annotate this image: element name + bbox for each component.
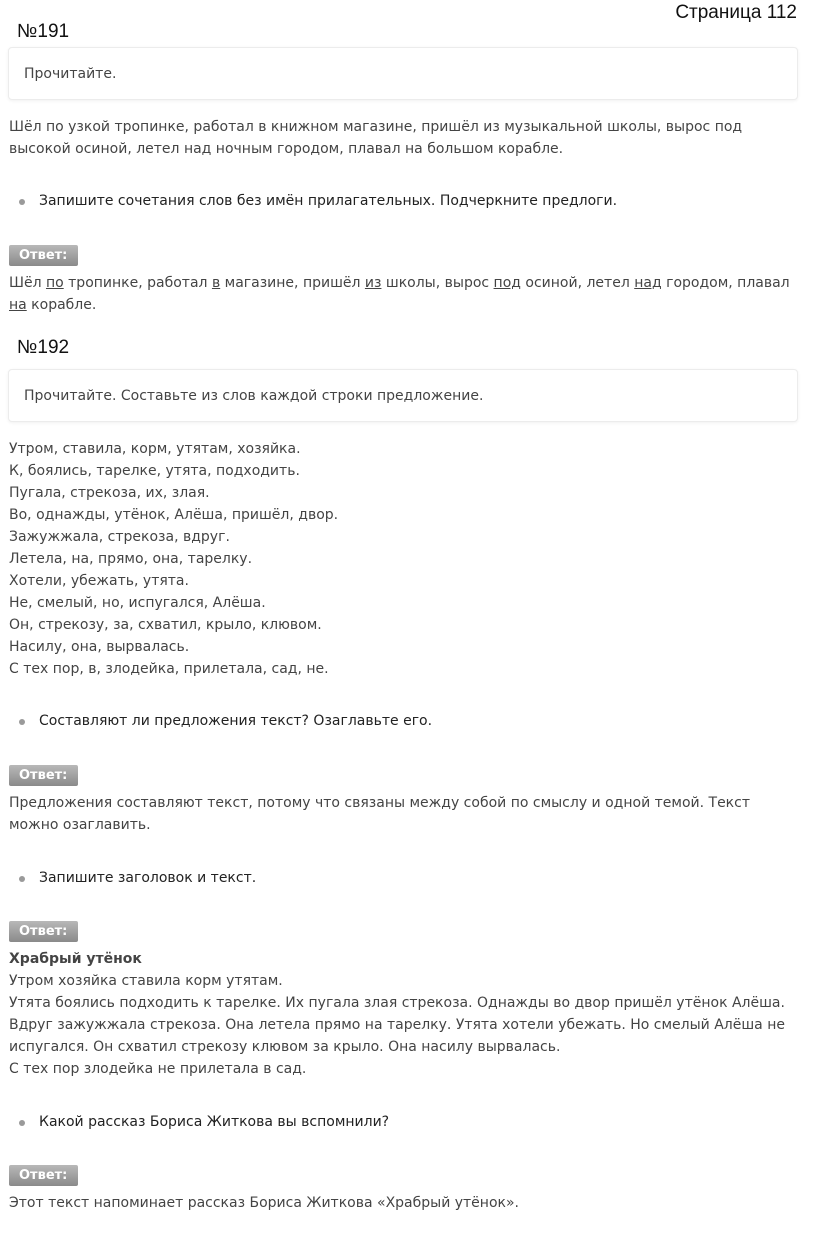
word-line: Утром, ставила, корм, утятам, хозяйка. [9, 441, 301, 457]
word-line: Насилу, она, вырвалась. [9, 639, 190, 655]
word-line: Не, смелый, но, испугался, Алёша. [9, 595, 266, 611]
story-line: Вдруг зажужжала стрекоза. Она летела прямо на тарелку. Утята хотели убежать. Но смелый Алёша не [9, 1017, 785, 1033]
task-192-answer-2 [9, 948, 805, 1080]
story-line: Утром хозяйка ставила корм утятам. [9, 973, 283, 989]
word-line: Он, стрекозу, за, схватил, крыло, клювом. [9, 617, 322, 633]
task-192-answer-3 [9, 1192, 805, 1214]
task-191-text-line: высокой осиной, летел над ночным городом, плавал на большом корабле. [9, 141, 564, 157]
task-191-text-line: Шёл по узкой тропинке, работал в книжном магазине, пришёл из музыкальной школы, вырос под [9, 119, 743, 135]
answer-badge: Ответ: [9, 921, 78, 942]
answer-badge: Ответ: [9, 245, 78, 266]
page-number: Страница 112 [675, 2, 797, 23]
bullet-icon [19, 719, 25, 725]
task-192-instruction: Прочитайте. Составьте из слов каждой строки предложение. [24, 388, 484, 404]
task-191-answer-line: на корабле. [9, 297, 97, 313]
bullet-icon [19, 1120, 25, 1126]
answer-badge: Ответ: [9, 765, 78, 786]
task-192-question-1: Составляют ли предложения текст? Озаглавьте его. [39, 713, 433, 729]
story-title: Храбрый утёнок [9, 951, 142, 967]
task-191-question: Запишите сочетания слов без имён прилагательных. Подчеркните предлоги. [39, 193, 618, 209]
preposition: над [634, 275, 662, 291]
answer-line: можно озаглавить. [9, 817, 151, 833]
task-192-answer-1 [9, 792, 805, 836]
preposition: по [45, 275, 64, 291]
word-line: С тех пор, в, злодейка, прилетала, сад, не. [9, 661, 329, 677]
preposition: под [493, 275, 521, 291]
preposition: в [211, 275, 221, 291]
task-191-answer-line: Шёл по тропинке, работал в магазине, пришёл из школы, вырос под осиной, летел над городом, плавал [9, 275, 790, 291]
answer-line: Предложения составляют текст, потому что связаны между собой по смыслу и одной темой. Текст [9, 795, 750, 811]
task-191-text [9, 116, 805, 160]
task-192-question-3: Какой рассказ Бориса Житкова вы вспомнили? [39, 1114, 390, 1130]
task-192-number: №192 [17, 337, 70, 358]
task-191-instruction-box [8, 47, 798, 100]
answer-line: Этот текст напоминает рассказ Бориса Житкова «Храбрый утёнок». [9, 1195, 519, 1211]
story-line: Утята боялись подходить к тарелке. Их пугала злая стрекоза. Однажды во двор пришёл утёнок Алёша. [9, 995, 785, 1011]
bullet-icon [19, 876, 25, 882]
task-192-question-2: Запишите заголовок и текст. [39, 870, 257, 886]
task-191-number: №191 [17, 21, 70, 42]
word-line: Во, однажды, утёнок, Алёша, пришёл, двор. [9, 507, 339, 523]
answer-badge: Ответ: [9, 1165, 78, 1186]
preposition: на [9, 297, 27, 313]
word-line: Зажужжала, стрекоза, вдруг. [9, 529, 230, 545]
bullet-icon [19, 199, 25, 205]
word-line: К, боялись, тарелке, утята, подходить. [9, 463, 300, 479]
task-191-answer [9, 272, 805, 316]
word-line: Пугала, стрекоза, их, злая. [9, 485, 210, 501]
task-192-instruction-box [8, 369, 798, 422]
task-192-lines [9, 438, 805, 680]
task-191-instruction: Прочитайте. [24, 66, 117, 82]
story-line: С тех пор злодейка не прилетала в сад. [9, 1061, 307, 1077]
story-line: испугался. Он схватил стрекозу клювом за крыло. Она насилу вырвалась. [9, 1039, 561, 1055]
preposition: из [364, 275, 382, 291]
word-line: Хотели, убежать, утята. [9, 573, 189, 589]
word-line: Летела, на, прямо, она, тарелку. [9, 551, 253, 567]
